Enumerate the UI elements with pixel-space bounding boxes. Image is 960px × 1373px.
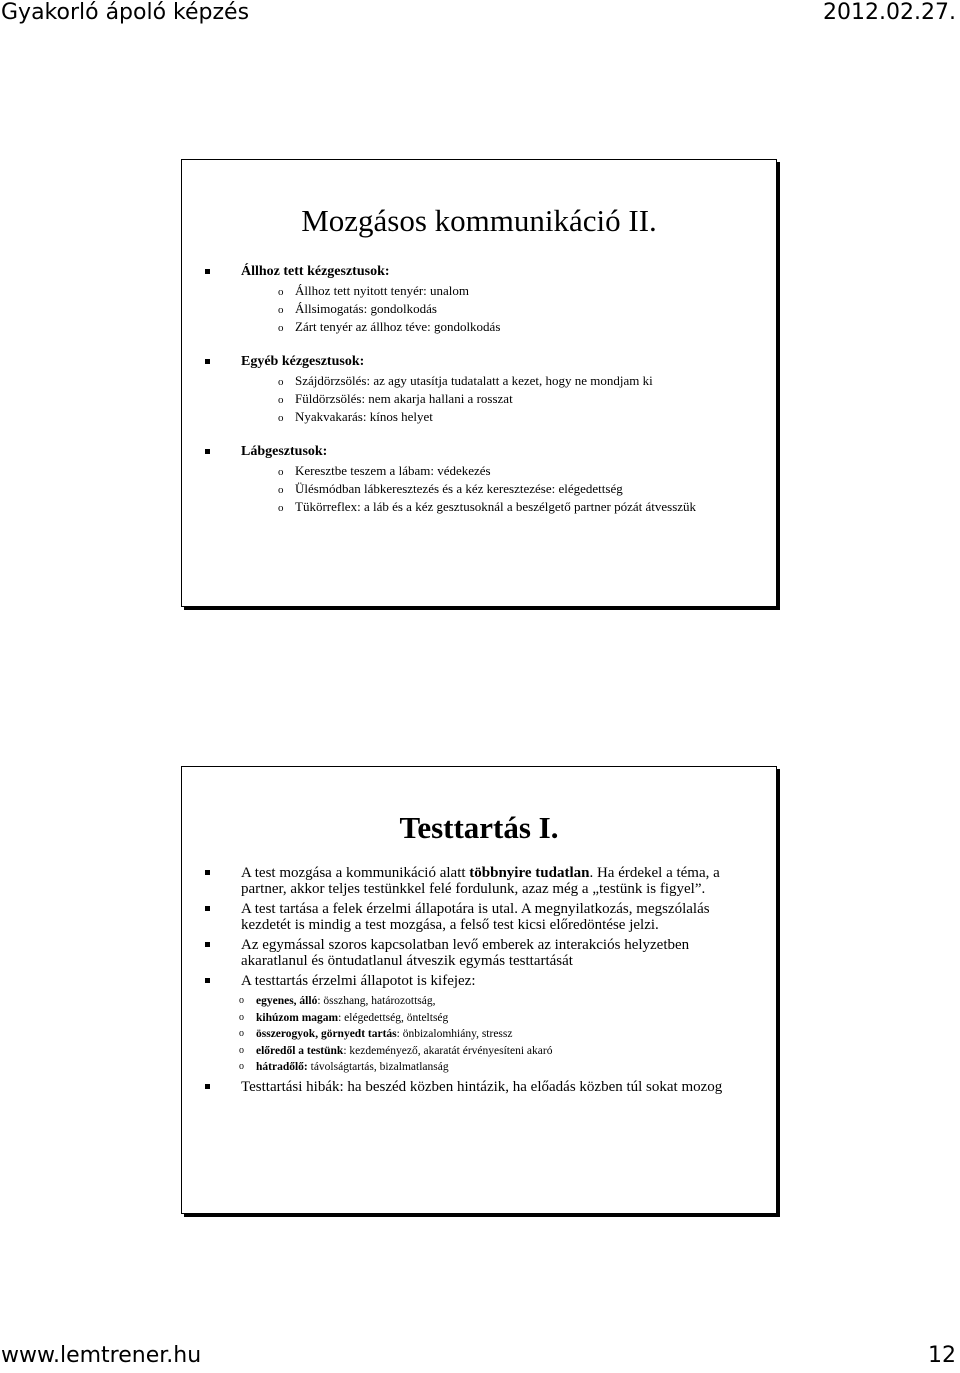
circle-bullet-icon: o [278, 304, 284, 316]
circle-bullet-icon: o [278, 484, 284, 496]
slide-content [202, 865, 742, 1099]
sub-item: o Zárt tenyér az állhoz téve: gondolkodás [241, 318, 742, 336]
circle-bullet-icon: o [239, 1011, 244, 1023]
circle-bullet-icon: o [239, 1061, 244, 1072]
slide-mozgasos-kommunikacio [181, 159, 777, 607]
bullet-item: Az egymással szoros kapcsolatban levő emberek az interakciós helyzetben akaratlanul és öntudatlanul átveszik egymás testtartását [202, 937, 742, 969]
circle-bullet-icon: o [278, 322, 284, 334]
sub-item: o Szájdörzsölés: az agy utasítja tudatalatt a kezet, hogy ne mondjam ki [241, 372, 742, 390]
page-number: 12 [928, 1343, 956, 1368]
sub-item: o hátradőlő: távolságtartás, bizalmatlanság [202, 1059, 742, 1076]
circle-bullet-icon: o [239, 995, 244, 1006]
slide-testtartas [181, 766, 777, 1214]
square-bullet-icon [205, 906, 210, 911]
bullet-item [202, 443, 742, 516]
circle-bullet-icon: o [278, 394, 284, 406]
circle-bullet-icon: o [278, 286, 284, 298]
sub-item: o egyenes, álló: összhang, határozottság, [202, 993, 742, 1010]
footer-website: www.lemtrener.hu [1, 1343, 202, 1368]
bullet-item: A test mozgása a kommunikáció alatt többnyire tudatlan. Ha érdekel a téma, a partner, akkor teljes testünkkel felé fordulunk, azaz még a „testünk is figyel”. [202, 865, 742, 897]
sub-item: o Ülésmódban lábkeresztezés és a kéz keresztezése: elégedettség [241, 480, 742, 498]
square-bullet-icon [205, 359, 210, 364]
bullet-item: Testtartási hibák: ha beszéd közben hintázik, ha előadás közben túl sokat mozog [202, 1079, 742, 1095]
emphasis-text: többnyire tudatlan [469, 865, 590, 881]
circle-bullet-icon: o [278, 502, 284, 514]
circle-bullet-icon: o [239, 1044, 244, 1056]
sub-item: o kihúzom magam: elégedettség, önteltség [202, 1010, 742, 1027]
square-bullet-icon [205, 1084, 210, 1089]
circle-bullet-icon: o [278, 466, 284, 478]
slide-content [202, 263, 742, 533]
group-heading: Állhoz tett kézgesztusok: [241, 264, 390, 279]
square-bullet-icon [205, 978, 210, 983]
sub-item: o összerogyok, görnyedt tartás: önbizalomhiány, stressz [202, 1026, 742, 1043]
header-course-title: Gyakorló ápoló képzés [1, 0, 250, 25]
bullet-item [202, 263, 742, 336]
slide-title: Mozgásos kommunikáció II. [301, 203, 657, 238]
sub-item: o Tükörreflex: a láb és a kéz gesztusoknál a beszélgető partner pózát átvesszük [241, 498, 742, 516]
circle-bullet-icon: o [239, 1028, 244, 1039]
sub-item: o Állhoz tett nyitott tenyér: unalom [241, 282, 742, 300]
slide-title: Testtartás I. [399, 810, 559, 845]
square-bullet-icon [205, 269, 210, 274]
bullet-item: A testtartás érzelmi állapotot is kifejez: [202, 973, 742, 989]
circle-bullet-icon: o [278, 412, 284, 424]
sub-item: o Keresztbe teszem a lábam: védekezés [241, 462, 742, 480]
sub-item: o Füldörzsölés: nem akarja hallani a rosszat [241, 390, 742, 408]
sub-item: o Nyakvakarás: kínos helyet [241, 408, 742, 426]
square-bullet-icon [205, 870, 210, 875]
sub-item: o előredől a testünk: kezdeményező, akaratát érvényesíteni akaró [202, 1043, 742, 1060]
group-heading: Lábgesztusok: [241, 444, 328, 459]
group-heading: Egyéb kézgesztusok: [241, 354, 365, 369]
bullet-item: A test tartása a felek érzelmi állapotára is utal. A megnyilatkozás, megszólalás kezdetét is mindig a test mozgása, a felső test kicsi előredöntése jelzi. [202, 901, 742, 933]
square-bullet-icon [205, 449, 210, 454]
circle-bullet-icon: o [278, 376, 284, 388]
bullet-item [202, 353, 742, 426]
header-date: 2012.02.27. [823, 0, 956, 25]
sub-item: o Állsimogatás: gondolkodás [241, 300, 742, 318]
square-bullet-icon [205, 942, 210, 947]
